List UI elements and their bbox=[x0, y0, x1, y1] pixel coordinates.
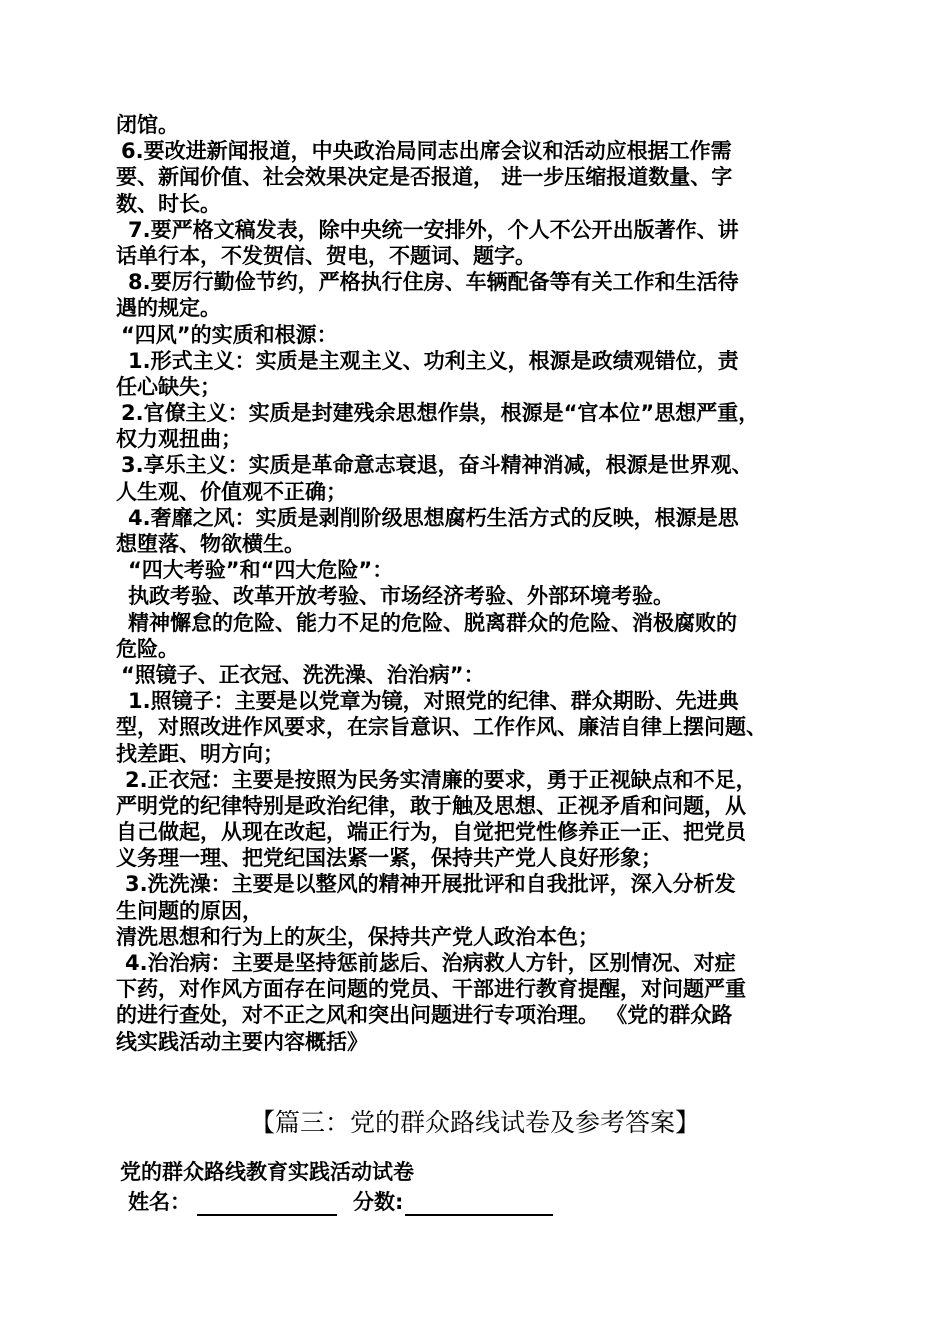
text-line: 4.治治病：主要是坚持惩前毖后、治病救人方针，区别情况、对症 bbox=[125, 951, 736, 975]
text-line: 想堕落、物欲横生。 bbox=[116, 532, 305, 556]
section-heading: “照镜子、正衣冠、洗洗澡、治治病”： bbox=[121, 662, 485, 687]
name-label: 姓名： bbox=[128, 1190, 191, 1214]
text-line: 的进行查处，对不正之风和突出问题进行专项治理。 《党的群众路 bbox=[116, 1003, 733, 1028]
text-line: 6.要改进新闻报道，中央政治局同志出席会议和活动应根据工作需 bbox=[121, 139, 732, 164]
text-line: 下药，对作风方面存在问题的党员、干部进行教育提醒，对问题严重 bbox=[116, 977, 746, 1002]
text-line: 3.洗洗澡：主要是以整风的精神开展批评和自我批评，深入分析发 bbox=[125, 872, 736, 897]
text-line: 义务理一理、把党纪国法紧一紧，保持共产党人良好形象； bbox=[116, 846, 662, 871]
text-line: 遇的规定。 bbox=[116, 296, 221, 321]
section-heading: “四大考验”和“四大危险”： bbox=[128, 558, 394, 583]
text-line: 数、时长。 bbox=[116, 191, 221, 216]
text-line: 清洗思想和行为上的灰尘，保持共产党人政治本色； bbox=[116, 924, 599, 949]
text-line: 2.官僚主义：实质是封建残余思想作祟，根源是“官本位”思想严重， bbox=[121, 401, 760, 426]
text-line: 找差距、明方向； bbox=[116, 741, 284, 766]
text-line: 闭馆。 bbox=[116, 113, 179, 137]
score-blank[interactable] bbox=[405, 1192, 553, 1216]
exam-fields bbox=[128, 1188, 553, 1216]
text-line: 1.照镜子：主要是以党章为镜，对照党的纪律、群众期盼、先进典 bbox=[128, 689, 739, 714]
text-line: 自己做起，从现在改起，端正行为，自觉把党性修养正一正、把党员 bbox=[116, 820, 746, 845]
text-line: 3.享乐主义：实质是革命意志衰退，奋斗精神消减，根源是世界观、 bbox=[121, 453, 753, 478]
exam-title: 党的群众路线教育实践活动试卷 bbox=[120, 1160, 414, 1184]
text-line: 生问题的原因， bbox=[116, 898, 263, 923]
text-line: 7.要严格文稿发表，除中央统一安排外，个人不公开出版著作、讲 bbox=[128, 217, 739, 242]
section-heading: “四风”的实质和根源： bbox=[121, 322, 338, 347]
document-body bbox=[116, 112, 856, 1055]
text-line: 型，对照改进作风要求，在宗旨意识、工作作风、廉洁自律上摆问题、 bbox=[116, 715, 767, 740]
text-line: 要、新闻价值、社会效果决定是否报道， 进一步压缩报道数量、字 bbox=[116, 165, 733, 190]
text-line: 8.要厉行勤俭节约，严格执行住房、车辆配备等有关工作和生活待 bbox=[128, 270, 739, 295]
name-blank[interactable] bbox=[197, 1192, 337, 1216]
text-line: 4.奢靡之风：实质是剥削阶级思想腐朽生活方式的反映，根源是思 bbox=[128, 505, 739, 530]
text-line: 严明党的纪律特别是政治纪律，敢于触及思想、正视矛盾和问题，从 bbox=[116, 793, 746, 818]
text-line: 任心缺失； bbox=[116, 374, 221, 399]
text-line: 线实践活动主要内容概括》 bbox=[116, 1029, 368, 1054]
text-line: 人生观、价值观不正确； bbox=[116, 479, 347, 504]
score-label: 分数: bbox=[353, 1190, 404, 1214]
text-line: 1.形式主义：实质是主观主义、功利主义，根源是政绩观错位，责 bbox=[128, 348, 739, 373]
text-line: 权力观扭曲； bbox=[116, 427, 242, 452]
text-line: 精神懈怠的危险、能力不足的危险、脱离群众的危险、消极腐败的 bbox=[128, 610, 737, 635]
text-line: 2.正衣冠：主要是按照为民务实清廉的要求，勇于正视缺点和不足， bbox=[125, 767, 757, 792]
section-title: 【篇三：党的群众路线试卷及参考答案】 bbox=[249, 1108, 700, 1137]
text-line: 危险。 bbox=[116, 636, 179, 661]
text-line: 执政考验、改革开放考验、市场经济考验、外部环境考验。 bbox=[128, 584, 674, 609]
text-line: 话单行本，不发贺信、贺电，不题词、题字。 bbox=[116, 243, 536, 268]
